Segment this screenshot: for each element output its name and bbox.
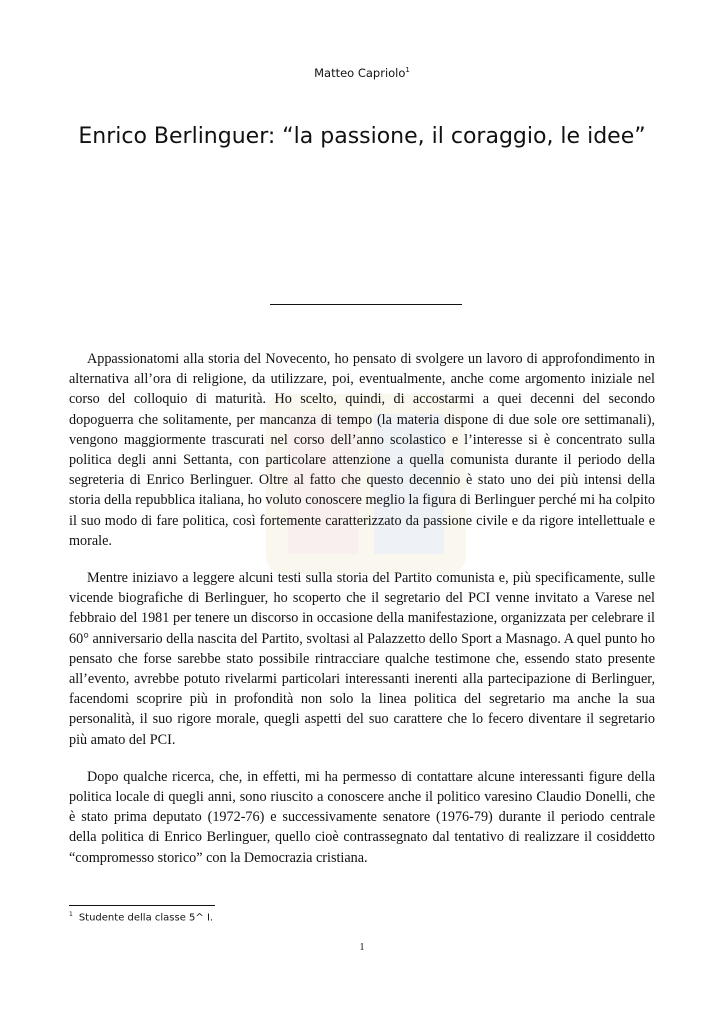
author-name: Matteo Capriolo xyxy=(314,66,406,80)
footnote-separator xyxy=(69,905,215,906)
page-number: 1 xyxy=(359,942,365,953)
footnote-marker: 1 xyxy=(69,911,73,918)
paragraph: Appassionatomi alla storia del Novecento, ho pensato di svolgere un lavoro di approfondimento in alternativa all’ora di religione, da utilizzare, poi, eventualmente, anche come argomento iniziale nel corso del colloquio di maturità. Ho scelto, quindi, di accostarmi a quei decenni del secondo dopoguerra che solitamente, per mancanza di tempo (la materia dispone di due sole ore settimanali), vengono maggiormente trascurati nel corso dell’anno scolastico e l’interesse si è concentrato sulla politica degli anni Settanta, con particolare attenzione a quella comunista durante il periodo della segreteria di Enrico Berlinguer. Oltre al fatto che questo decennio è stato uno dei più intensi della storia della repubblica italiana, ho voluto conoscere meglio la figura di Berlinguer perché mi ha colpito il suo modo di fare politica, così fortemente caratterizzato da passione civile e da rigore intellettuale e morale. xyxy=(69,351,655,549)
document-title: Enrico Berlinguer: “la passione, il coraggio, le idee” xyxy=(78,124,646,149)
footnote-ref: 1 xyxy=(405,66,410,75)
paragraph: Mentre iniziavo a leggere alcuni testi sulla storia del Partito comunista e, più specificamente, sulle vicende biografiche di Berlinguer, ho scoperto che il segretario del PCI venne invitato a Varese nel febbraio del 1981 per tenere un discorso in occasione della manifestazione, organizzata per celebrare il 60° anniversario della nascita del Partito, svoltasi al Palazzetto dello Sport a Masnago. A quel punto ho pensato che forse sarebbe stato possibile rintracciare qualche testimone che, essendo stato presente all’evento, avrebbe potuto rivelarmi particolari interessanti inerenti alla partecipazione di Berlinguer, facendomi scoprire più in profondità non solo la linea politica del segretario ma anche la sua personalità, il suo rigore morale, quegli aspetti del suo carattere che lo fecero diventare il segretario più amato del PCI. xyxy=(69,570,655,748)
title-separator xyxy=(270,304,462,305)
body-text xyxy=(69,349,655,885)
author-line xyxy=(0,66,724,80)
footnote-text: Studente della classe 5^ I. xyxy=(78,912,214,924)
footnote xyxy=(69,911,213,923)
paragraph: Dopo qualche ricerca, che, in effetti, mi ha permesso di contattare alcune interessanti figure della politica locale di quegli anni, sono riuscito a conoscere anche il politico varesino Claudio Donelli, che è stato prima deputato (1972-76) e successivamente senatore (1976-79) durante il periodo centrale della politica di Enrico Berlinguer, quello cioè contrassegnato dal tentativo di realizzare il cosiddetto “compromesso storico” con la Democrazia cristiana. xyxy=(69,768,655,866)
